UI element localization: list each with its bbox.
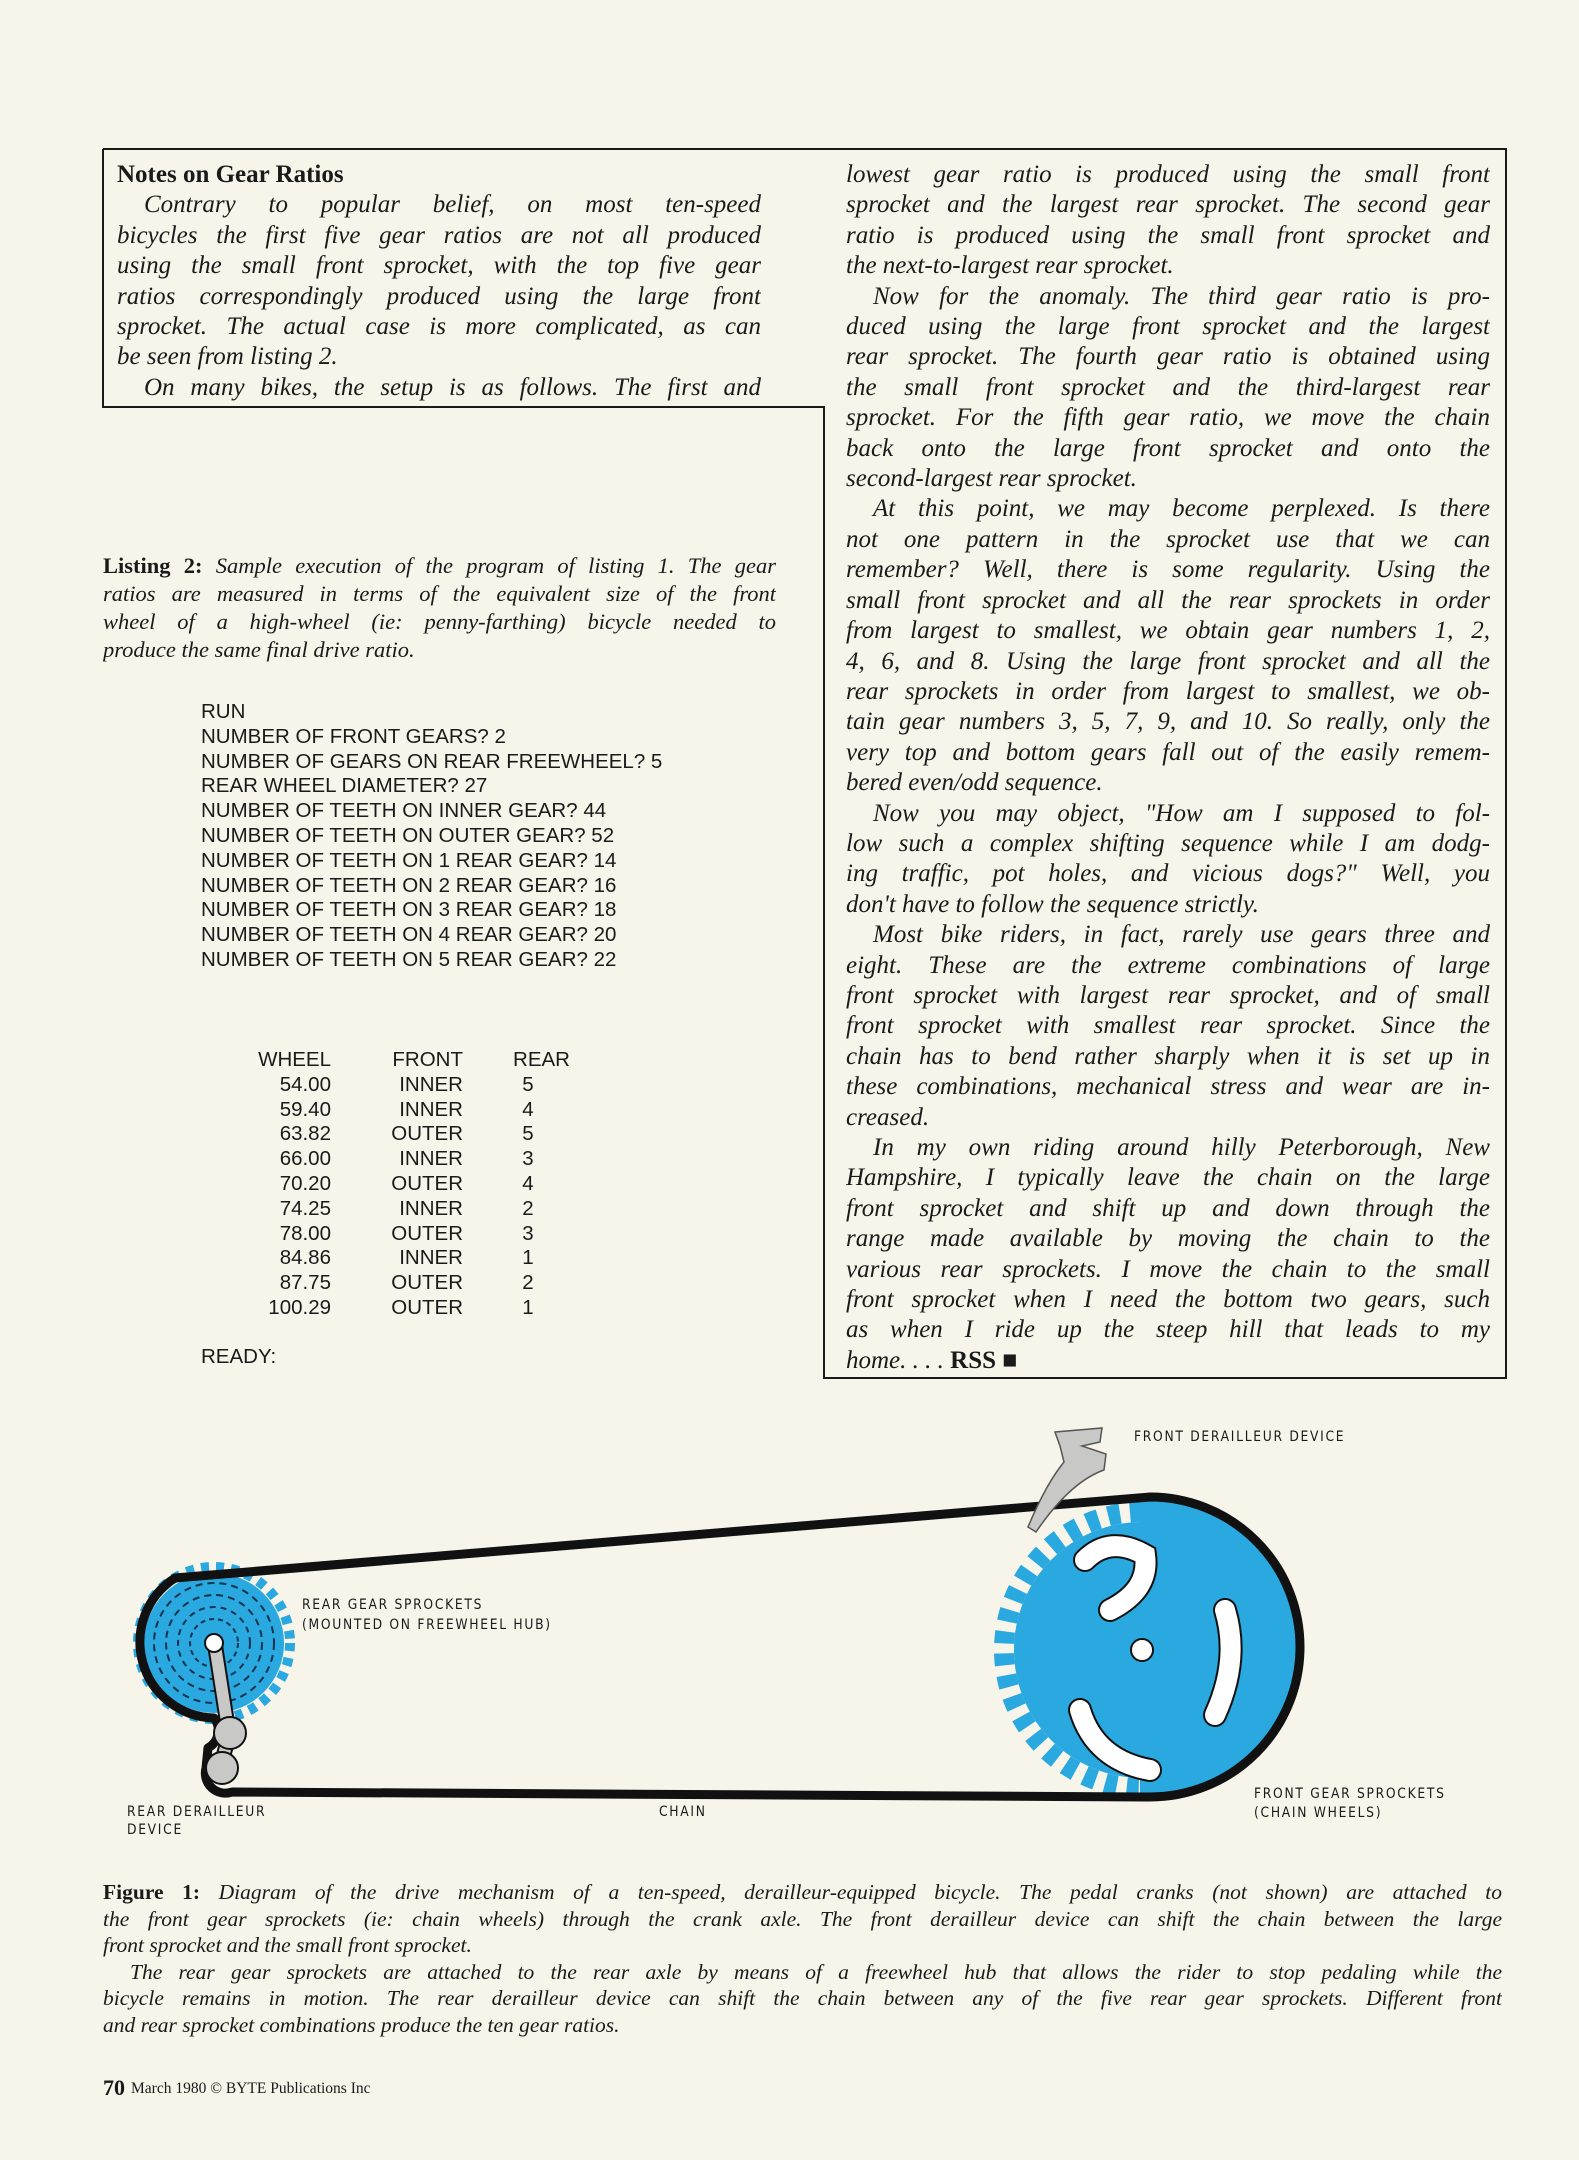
table-cell: 3: [522, 1147, 534, 1171]
output-line: RUN: [201, 700, 246, 723]
text-line-content: Now for the anomaly. The third gear ratio is pro-: [873, 282, 1490, 310]
caption-label: Figure 1:: [103, 1880, 201, 1904]
table-cell: 84.86: [279, 1246, 331, 1270]
program-output: [201, 700, 662, 973]
text-line-content: bicycles the first five gear ratios are not all produced: [117, 221, 761, 249]
text-line: [103, 1985, 1502, 2012]
text-line: [846, 768, 1490, 798]
text-line: [846, 738, 1490, 768]
text-line: [846, 1315, 1490, 1345]
notes-title: Notes on Gear Ratios: [117, 161, 344, 188]
text-line: [117, 251, 761, 281]
output-line: NUMBER OF FRONT GEARS? 2: [201, 724, 506, 748]
text-line-content: Most bike riders, in fact, rarely use gears three and: [873, 921, 1490, 949]
label-rear-derailleur: REAR DERAILLEUR: [127, 1804, 267, 1820]
output-line: NUMBER OF TEETH ON INNER GEAR? 44: [201, 799, 607, 823]
crank-axle-hole: [1131, 1639, 1153, 1661]
text-line-content: sprocket. The actual case is more complicated, as can: [117, 313, 761, 341]
table-cell: 4: [522, 1097, 534, 1121]
text-line: [846, 221, 1490, 251]
label-front-sprockets: FRONT GEAR SPROCKETS: [1254, 1786, 1446, 1802]
text-line: [117, 190, 761, 220]
caption-line: [103, 608, 776, 636]
table-cell: INNER: [399, 1246, 463, 1270]
text-line: [846, 464, 1490, 494]
caption-line: [103, 636, 776, 664]
text-line: [846, 920, 1490, 950]
text-line-content: front sprocket when I need the bottom two gears, such: [846, 1286, 1490, 1314]
table-cell: 66.00: [279, 1147, 331, 1171]
text-line-content: low such a complex shifting sequence while I am dodg-: [846, 829, 1490, 857]
text-line: [846, 799, 1490, 829]
text-line: [846, 1255, 1490, 1285]
text-line: [846, 555, 1490, 585]
end-mark: ■: [1002, 1346, 1018, 1374]
text-line: [846, 890, 1490, 920]
text-line-content: Now you may object, "How am I supposed to fol-: [873, 799, 1490, 827]
table-cell: 3: [522, 1221, 534, 1245]
table-header: WHEEL: [258, 1048, 331, 1071]
text-line-content: In my own riding around hilly Peterborough, New: [873, 1134, 1490, 1161]
text-line: [117, 373, 761, 403]
text-line-content: front sprocket and the small front sprocket.: [103, 1933, 472, 1957]
output-line: NUMBER OF GEARS ON REAR FREEWHEEL? 5: [201, 749, 663, 773]
text-line: [846, 190, 1490, 220]
caption-line: [103, 580, 776, 608]
label-front-sprockets-note: (CHAIN WHEELS): [1254, 1805, 1383, 1821]
text-line: [846, 494, 1490, 524]
text-line-content: ratio is produced using the small front sprocket and: [846, 221, 1490, 249]
text-line: [846, 829, 1490, 859]
text-line: [103, 1906, 1502, 1933]
figure-caption: [103, 1879, 1502, 2038]
text-line-content: home. . . .: [846, 1346, 951, 1374]
table-cell: 59.40: [279, 1097, 331, 1121]
table-cell: INNER: [399, 1196, 463, 1220]
output-line: NUMBER OF TEETH ON 2 REAR GEAR? 16: [201, 873, 617, 897]
label-rear-sprockets-note: (MOUNTED ON FREEWHEEL HUB): [302, 1617, 552, 1633]
text-line-content: ing traffic, pot holes, and vicious dogs?" Well, you: [846, 860, 1490, 888]
text-line-content: lowest gear ratio is produced using the small front: [846, 161, 1490, 188]
text-line: [846, 707, 1490, 737]
table-cell: OUTER: [391, 1221, 463, 1245]
text-line: [846, 586, 1490, 616]
text-line-content: chain has to bend rather sharply when it is set up in: [846, 1042, 1490, 1070]
text-line-content: sprocket. For the fifth gear ratio, we move the chain: [846, 404, 1490, 432]
output-line: REAR WHEEL DIAMETER? 27: [201, 774, 488, 798]
label-chain: CHAIN: [659, 1804, 707, 1820]
text-line-content: sprocket and the largest rear sprocket. The second gear: [846, 191, 1490, 219]
text-line: [846, 403, 1490, 433]
text-line-content: rear sprocket. The fourth gear ratio is obtained using: [846, 343, 1490, 371]
text-line-content: front sprocket with largest rear sprocket, and of small: [846, 981, 1490, 1009]
text-line-content: tain gear numbers 3, 5, 7, 9, and 10. So really, only the: [846, 708, 1490, 736]
output-line: NUMBER OF TEETH ON 4 REAR GEAR? 20: [201, 923, 617, 947]
listing-label: Listing 2:: [103, 553, 203, 578]
table-cell: OUTER: [391, 1271, 463, 1295]
table-cell: OUTER: [391, 1296, 463, 1319]
ready-prompt: READY:: [201, 1345, 277, 1368]
output-line: NUMBER OF TEETH ON OUTER GEAR? 52: [201, 823, 615, 847]
table-cell: 5: [522, 1122, 534, 1146]
text-line: [103, 1932, 1502, 1959]
signature: RSS: [950, 1346, 997, 1374]
text-line-content: remember? Well, there is some regularity. Using the: [846, 556, 1490, 584]
text-line: [846, 1224, 1490, 1254]
gear-ratio-table: [0, 1048, 700, 1328]
table-cell: 78.00: [279, 1221, 331, 1245]
table-cell: 4: [522, 1172, 534, 1195]
text-line: [117, 221, 761, 251]
text-line: [846, 1285, 1490, 1315]
text-line: [117, 342, 761, 372]
table-cell: 74.25: [279, 1196, 331, 1220]
text-line-content: creased.: [846, 1103, 930, 1131]
listing-caption: [103, 552, 776, 664]
text-line: [846, 647, 1490, 677]
text-line: [846, 1133, 1490, 1163]
output-line: NUMBER OF TEETH ON 3 REAR GEAR? 18: [201, 898, 617, 922]
text-line: [103, 1879, 1502, 1906]
table-cell: OUTER: [391, 1172, 463, 1195]
label-rear-sprockets: REAR GEAR SPROCKETS: [302, 1597, 484, 1613]
article-column: [846, 160, 1490, 1376]
text-line: [103, 2012, 1502, 2039]
caption-line: [103, 552, 776, 580]
notes-section: [117, 160, 761, 403]
text-line: [846, 525, 1490, 555]
text-line: [846, 373, 1490, 403]
text-line-content: these combinations, mechanical stress and wear are in-: [846, 1073, 1490, 1101]
text-line-content: rear sprockets in order from largest to smallest, we ob-: [846, 677, 1490, 705]
text-line: [117, 282, 761, 312]
text-line-content: the small front sprocket and the third-largest rear: [846, 373, 1490, 401]
table-cell: 1: [522, 1246, 534, 1270]
output-line: NUMBER OF TEETH ON 5 REAR GEAR? 22: [201, 947, 617, 971]
text-line-content: front sprocket and shift up and down through the: [846, 1194, 1490, 1222]
table-header: FRONT: [392, 1048, 463, 1071]
table-header: REAR: [513, 1048, 570, 1071]
table-cell: 100.29: [268, 1296, 331, 1319]
text-line-content: front sprocket with smallest rear sprocket. Since the: [846, 1012, 1490, 1040]
table-cell: 70.20: [279, 1172, 331, 1195]
text-line: [846, 1194, 1490, 1224]
output-line: NUMBER OF TEETH ON 1 REAR GEAR? 14: [201, 848, 617, 872]
text-line: [846, 342, 1490, 372]
footer-credit: March 1980 © BYTE Publications Inc: [131, 2080, 371, 2097]
text-line-content: using the small front sprocket, with the top five gear: [117, 252, 761, 280]
table-cell: 2: [522, 1196, 534, 1220]
text-line: [846, 1346, 1490, 1376]
text-line: [117, 312, 761, 342]
table-cell: 63.82: [279, 1122, 331, 1146]
table-cell: 54.00: [279, 1072, 331, 1096]
text-line-content: On many bikes, the setup is as follows. The first and: [144, 373, 761, 401]
table-cell: 87.75: [279, 1271, 331, 1295]
caption-text: ratios are measured in terms of the equivalent size of the front: [103, 581, 776, 606]
text-line-content: bered even/odd sequence.: [846, 769, 1103, 797]
text-line-content: 4, 6, and 8. Using the large front sprocket and all the: [846, 647, 1490, 675]
text-line-content: back onto the large front sprocket and onto the: [846, 434, 1490, 462]
text-line-content: and rear sprocket combinations produce the ten gear ratios.: [103, 2012, 620, 2037]
text-line-content: be seen from listing 2.: [117, 343, 338, 371]
text-line-content: Diagram of the drive mechanism of a ten-speed, derailleur-equipped bicycle. The pedal cranks (not shown) are attached to: [200, 1880, 1502, 1904]
text-line-content: the front gear sprockets (ie: chain wheels) through the crank axle. The front derailleur device can shift the chain between the large: [103, 1906, 1502, 1931]
text-line: [846, 282, 1490, 312]
text-line-content: At this point, we may become perplexed. Is there: [873, 495, 1490, 523]
text-line: [846, 677, 1490, 707]
table-cell: 2: [522, 1271, 534, 1295]
label-rear-derailleur-2: DEVICE: [127, 1822, 183, 1838]
text-line-content: don't have to follow the sequence strictly.: [846, 890, 1259, 918]
label-front-derailleur: FRONT DERAILLEUR DEVICE: [1134, 1429, 1346, 1445]
caption-text: produce the same final drive ratio.: [103, 637, 415, 662]
text-line: [103, 1959, 1502, 1986]
table-cell: INNER: [399, 1097, 463, 1121]
text-line: [846, 1042, 1490, 1072]
caption-text: wheel of a high-wheel (ie: penny-farthing) bicycle needed to: [103, 609, 776, 634]
text-line-content: The rear gear sprockets are attached to the rear axle by means of a freewheel hub that allows the rider to stop pedaling while the: [130, 1959, 1502, 1984]
text-line-content: duced using the large front sprocket and the largest: [846, 313, 1490, 341]
page-number: 70: [103, 2075, 125, 2100]
text-line: [846, 1103, 1490, 1133]
text-line-content: second-largest rear sprocket.: [846, 465, 1137, 493]
text-line-content: range made available by moving the chain to the: [846, 1225, 1490, 1253]
text-line: [846, 981, 1490, 1011]
text-line-content: Contrary to popular belief, on most ten-speed: [144, 191, 761, 219]
text-line-content: Hampshire, I typically leave the chain on the large: [846, 1164, 1490, 1192]
text-line: [846, 1011, 1490, 1041]
table-cell: 5: [522, 1072, 534, 1096]
text-line-content: bicycle remains in motion. The rear derailleur device can shift the chain between any of the five rear gear sprockets. Different front: [103, 1986, 1502, 2010]
text-line: [846, 616, 1490, 646]
text-line-content: ratios correspondingly produced using the large front: [117, 282, 761, 310]
text-line: [846, 859, 1490, 889]
table-cell: INNER: [399, 1072, 463, 1096]
text-line: [846, 1072, 1490, 1102]
text-line-content: very top and bottom gears fall out of the easily remem-: [846, 738, 1490, 766]
text-line-content: not one pattern in the sprocket use that we can: [846, 525, 1490, 553]
caption-text: Sample execution of the program of listing 1. The gear: [202, 553, 776, 578]
table-cell: 1: [522, 1296, 534, 1319]
text-line-content: small front sprocket and all the rear sprockets in order: [846, 586, 1490, 614]
text-line: [846, 951, 1490, 981]
text-line-content: various rear sprockets. I move the chain to the small: [846, 1255, 1490, 1283]
text-line-content: from largest to smallest, we obtain gear numbers 1, 2,: [846, 617, 1490, 645]
text-line-content: as when I ride up the steep hill that leads to my: [846, 1316, 1490, 1344]
text-line: [846, 434, 1490, 464]
table-cell: OUTER: [391, 1122, 463, 1146]
text-line: [846, 160, 1490, 190]
text-line: [846, 1163, 1490, 1193]
text-line: [846, 251, 1490, 281]
text-line: [846, 312, 1490, 342]
table-cell: INNER: [399, 1147, 463, 1171]
text-line-content: the next-to-largest rear sprocket.: [846, 252, 1174, 280]
text-line-content: eight. These are the extreme combinations of large: [846, 951, 1490, 979]
